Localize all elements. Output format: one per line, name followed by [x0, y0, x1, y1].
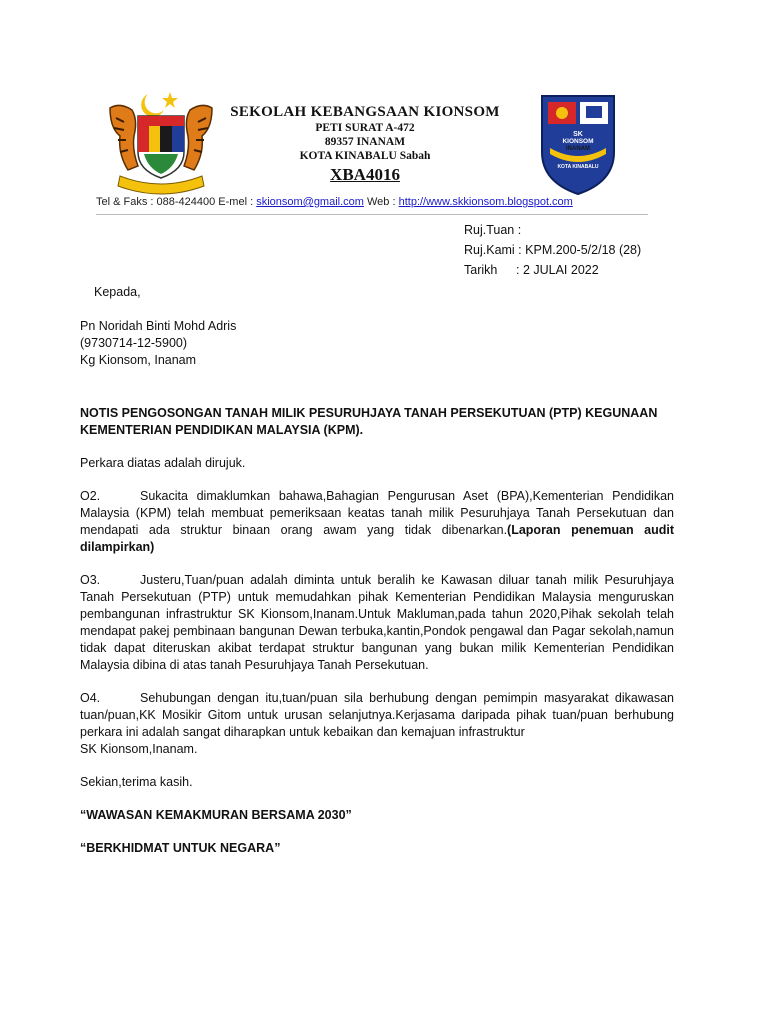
tarikh-row	[464, 260, 641, 280]
recipient-name: Pn Noridah Binti Mohd Adris	[80, 319, 237, 333]
paragraph-02	[80, 488, 674, 556]
ruj-kami-value: KPM.200-5/2/18 (28)	[525, 243, 642, 257]
ruj-kami-label: Ruj.Kami :	[464, 243, 526, 257]
intro-line: Perkara diatas adalah dirujuk.	[80, 456, 246, 470]
ruj-kami-row	[464, 240, 641, 260]
paragraph-number: O3.	[80, 573, 101, 587]
recipient-address: Kg Kionsom, Inanam	[80, 353, 197, 367]
paragraph-number: O2.	[80, 489, 101, 503]
address-line-3: KOTA KINABALU Sabah	[299, 150, 431, 162]
school-name: SEKOLAH KEBANGSAAN KIONSOM	[230, 104, 500, 120]
paragraph-04	[80, 690, 674, 758]
logo-text-kionsom: KIONSOM	[562, 138, 594, 145]
paragraph-number: O4.	[80, 691, 101, 705]
motto-berkhidmat: “BERKHIDMAT UNTUK NEGARA”	[80, 841, 281, 855]
ruj-tuan-row	[464, 220, 641, 240]
address-line-2: 89357 INANAM	[324, 136, 406, 148]
phone-and-email-label: Tel & Faks : 088-424400 E-mel :	[96, 196, 257, 208]
address-line-1: PETI SURAT A-472	[315, 122, 415, 134]
tarikh-value: : 2 JULAI 2022	[516, 263, 599, 277]
email-link[interactable]: skionsom@gmail.com	[256, 196, 364, 208]
paragraph-text: Sukacita dimaklumkan bahawa,Bahagian Pengurusan Aset (BPA),Kementerian Pendidikan Malaysia (KPM) telah membuat pemeriksaan keatas tanah milik Pesuruhjaya Tanah Persekutuan dan mendapati ada struktur binaan orang awam yang tidak dibenarkan.	[80, 489, 674, 537]
paragraph-03	[80, 572, 674, 674]
school-code: XBA4016	[330, 165, 400, 184]
logo-text-sk: SK	[573, 131, 583, 138]
tarikh-label: Tarikh	[464, 263, 498, 277]
school-address-block	[230, 104, 500, 185]
letterhead-divider	[96, 214, 648, 215]
letter-body	[80, 284, 674, 857]
logo-text-inanam: INANAM	[566, 146, 590, 152]
paragraph-text: Justeru,Tuan/puan adalah diminta untuk beralih ke Kawasan diluar tanah milik Pesuruhjaya Tanah Persekutuan (PTP) untuk memudahkan pihak Kementerian Pendidikan Malaysia menguruskan pembangunan infrastruktur SK Kionsom,Inanam.Untuk Makluman,pada tahun 2020,Pihak sekolah telah mendapat pakej pembinaan bangunan Dewan terbuka,kantin,Pondok pengawal dan Pagar sekolah,namun tidak dapat diteruskan akibat terdapat struktur bangunan yang bukan milik Kementerian Pendidikan Malaysia dibina di atas tanah Pesuruhjaya Tanah Persekutuan.	[80, 573, 674, 672]
salutation: Kepada,	[94, 285, 141, 299]
motto-wawasan: “WAWASAN KEMAKMURAN BERSAMA 2030”	[80, 808, 352, 822]
school-logo-icon	[538, 92, 618, 196]
paragraph-text: Sehubungan dengan itu,tuan/puan sila berhubung dengan pemimpin masyarakat dikawasan tuan/puan,KK Mosikir Gitom untuk urusan selanjutnya.Kerjasama daripada pihak tuan/puan berhubung perkara ini adalah sangat diharapkan untuk kebaikan dan kemajuan infrastruktur	[80, 691, 674, 739]
paragraph-bold-note: (Laporan penemuan audit dilampirkan)	[80, 523, 675, 554]
closing-line: Sekian,terima kasih.	[80, 775, 193, 789]
reference-block	[464, 220, 641, 280]
contact-line	[96, 196, 648, 208]
web-label: Web :	[363, 196, 399, 208]
paragraph-last-line: SK Kionsom,Inanam.	[80, 742, 198, 756]
recipient-ic: (9730714-12-5900)	[80, 336, 188, 350]
recipient-block	[80, 318, 674, 369]
malaysia-coat-of-arms-icon	[96, 88, 226, 196]
website-link[interactable]: http://www.skkionsom.blogspot.com	[398, 196, 573, 208]
ruj-tuan-label: Ruj.Tuan :	[464, 223, 522, 237]
letterhead	[96, 88, 648, 216]
logo-text-kota-kinabalu: KOTA KINABALU	[557, 164, 599, 170]
letter-subject: NOTIS PENGOSONGAN TANAH MILIK PESURUHJAYA TANAH PERSEKUTUAN (PTP) KEGUNAAN KEMENTERIAN PENDIDIKAN MALAYSIA (KPM).	[80, 406, 658, 437]
